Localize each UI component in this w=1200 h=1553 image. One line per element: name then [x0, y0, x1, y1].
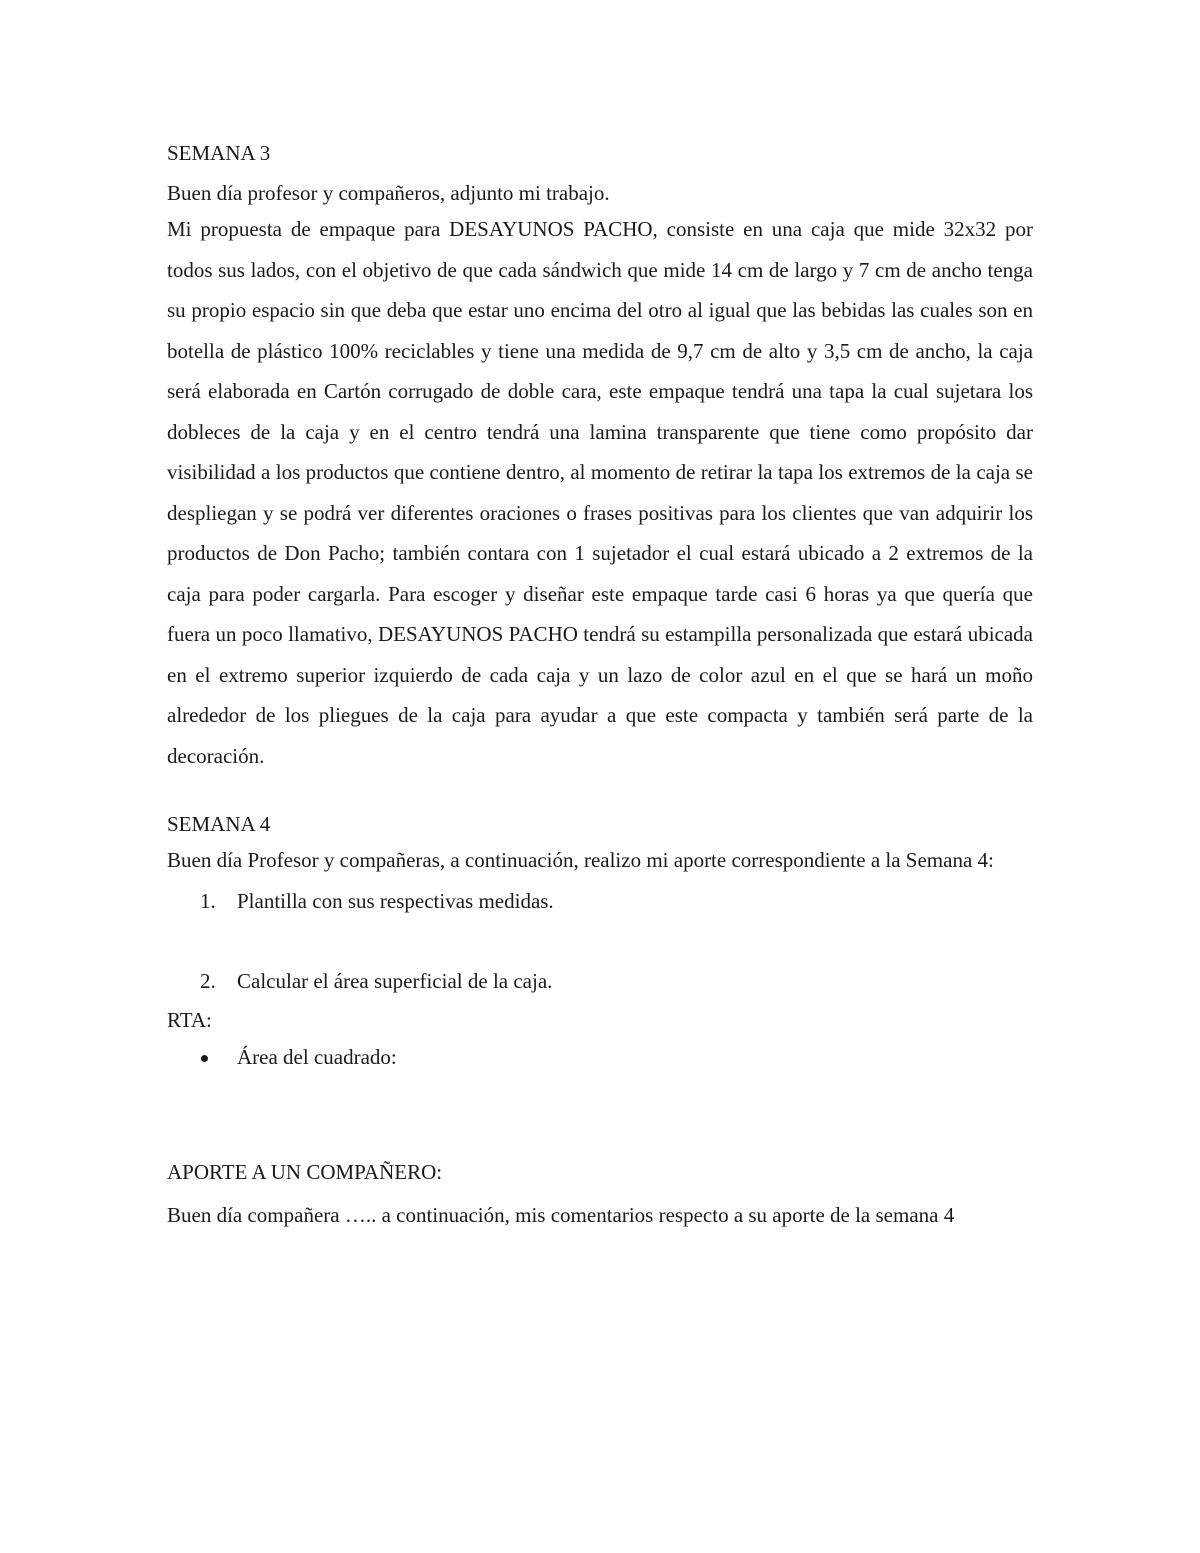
- list-item: [167, 881, 1033, 921]
- bullet-item-text: Área del cuadrado:: [237, 1044, 397, 1069]
- peer-heading: APORTE A UN COMPAÑERO:: [167, 1159, 443, 1184]
- week4-intro: Buen día Profesor y compañeras, a continuación, realizo mi aporte correspondiente a la Semana 4:: [167, 848, 994, 872]
- peer-text: Buen día compañera ….. a continuación, mis comentarios respecto a su aporte de la semana 4: [167, 1202, 955, 1227]
- list-number: 2.: [200, 968, 216, 993]
- list-number: 1.: [200, 888, 216, 913]
- week3-body: Mi propuesta de empaque para DESAYUNOS PACHO, consiste en una caja que mide 32x32 por todos sus lados, con el objetivo de que cada sándwich que mide 14 cm de largo y 7 cm de ancho tenga su propio espacio sin que deba que estar uno encima del otro al igual que las bebidas las cuales son en botella de plástico 100% reciclables y tiene una medida de 9,7 cm de alto y 3,5 cm de ancho, la caja será elaborada en Cartón corrugado de doble cara, este empaque tendrá una tapa la cual sujetara los dobleces de la caja y en el centro tendrá una lamina transparente que tiene como propósito dar visibilidad a los productos que contiene dentro, al momento de retirar la tapa los extremos de la caja se despliegan y se podrá ver diferentes oraciones o frases positivas para los clientes que van adquirir los productos de Don Pacho; también contara con 1 sujetador el cual estará ubicado a 2 extremos de la caja para poder cargarla. Para escoger y diseñar este empaque tarde casi 6 horas ya que quería que fuera un poco llamativo, DESAYUNOS PACHO tendrá su estampilla personalizada que estará ubicada en el extremo superior izquierdo de cada caja y un lazo de color azul en el que se hará un moño alrededor de los pliegues de la caja para ayudar a que este compacta y también será parte de la decoración.: [167, 217, 1033, 768]
- week4-numbered-list: [167, 881, 1033, 1001]
- list-item-text: Calcular el área superficial de la caja.: [237, 968, 553, 993]
- document-page: [167, 138, 1033, 1235]
- week4-heading: SEMANA 4: [167, 812, 271, 836]
- list-item: [167, 961, 1033, 1001]
- bullet-icon: [201, 1055, 208, 1062]
- bullet-item: [167, 1037, 1033, 1077]
- week3-greeting: Buen día profesor y compañeros, adjunto mi trabajo.: [167, 181, 610, 205]
- list-item-text: Plantilla con sus respectivas medidas.: [237, 888, 554, 913]
- week3-heading: SEMANA 3: [167, 141, 271, 165]
- answer-label: RTA:: [167, 1007, 212, 1032]
